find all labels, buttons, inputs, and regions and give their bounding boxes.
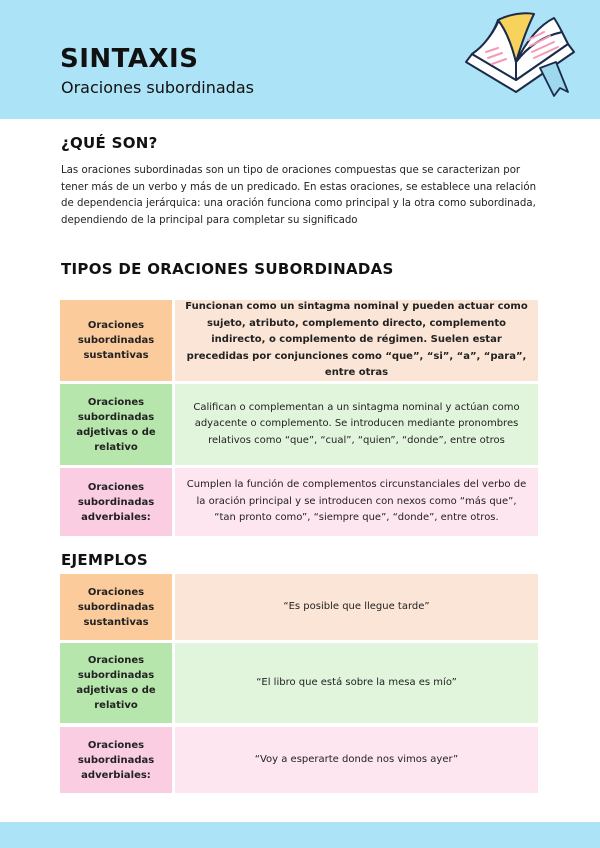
- tipos-label-sustantivas: Oraciones subordinadas sustantivas: [60, 300, 172, 381]
- open-book-icon: [458, 6, 582, 102]
- tipos-desc-sustantivas: Funcionan como un sintagma nominal y pueden actuar como sujeto, atributo, complemento directo, complemento indirecto, o complemento de régimen. Suelen estar precedidas por conjunciones como “que”, “si”, “a”, “para”, entre otras: [175, 300, 538, 381]
- page-subtitle: Oraciones subordinadas: [61, 78, 254, 97]
- tipos-row-adjetivas: [60, 384, 538, 465]
- ejemplos-row-sustantivas: [60, 574, 538, 640]
- que-son-heading: ¿QUÉ SON?: [61, 134, 158, 152]
- ejemplos-label-adjetivas: Oraciones subordinadas adjetivas o de relativo: [60, 643, 172, 723]
- ejemplos-example-sustantivas: “Es posible que llegue tarde”: [175, 574, 538, 640]
- ejemplos-label-sustantivas: Oraciones subordinadas sustantivas: [60, 574, 172, 640]
- ejemplos-label-adverbiales: Oraciones subordinadas adverbiales:: [60, 727, 172, 793]
- tipos-heading: TIPOS DE ORACIONES SUBORDINADAS: [61, 260, 394, 278]
- tipos-label-adverbiales: Oraciones subordinadas adverbiales:: [60, 468, 172, 536]
- tipos-row-sustantivas: [60, 300, 538, 381]
- footer-band: [0, 822, 600, 848]
- ejemplos-heading: EJEMPLOS: [61, 551, 148, 569]
- ejemplos-example-adjetivas: “El libro que está sobre la mesa es mío”: [175, 643, 538, 723]
- ejemplos-example-adverbiales: “Voy a esperarte donde nos vimos ayer”: [175, 727, 538, 793]
- ejemplos-row-adjetivas: [60, 643, 538, 723]
- header-banner: [0, 0, 600, 119]
- tipos-desc-adverbiales: Cumplen la función de complementos circunstanciales del verbo de la oración principal y se introducen con nexos como “más que”, “tan pronto como”, “siempre que”, “donde”, entre otros.: [175, 468, 538, 536]
- tipos-label-adjetivas: Oraciones subordinadas adjetivas o de relativo: [60, 384, 172, 465]
- ejemplos-row-adverbiales: [60, 727, 538, 793]
- que-son-text: Las oraciones subordinadas son un tipo de oraciones compuestas que se caracterizan por tener más de un verbo y más de un predicado. En estas oraciones, se establece una relación de dependencia jerárquica: una oración funciona como principal y la otra como subordinada, dependiendo de la principal para completar su significado: [61, 165, 537, 226]
- page-title: SINTAXIS: [60, 44, 199, 74]
- tipos-row-adverbiales: [60, 468, 538, 536]
- tipos-desc-adjetivas: Califican o complementan a un sintagma nominal y actúan como adyacente o complemento. Se introducen mediante pronombres relativos como “que”, “cual”, “quien”, “donde”, entre otros: [175, 384, 538, 465]
